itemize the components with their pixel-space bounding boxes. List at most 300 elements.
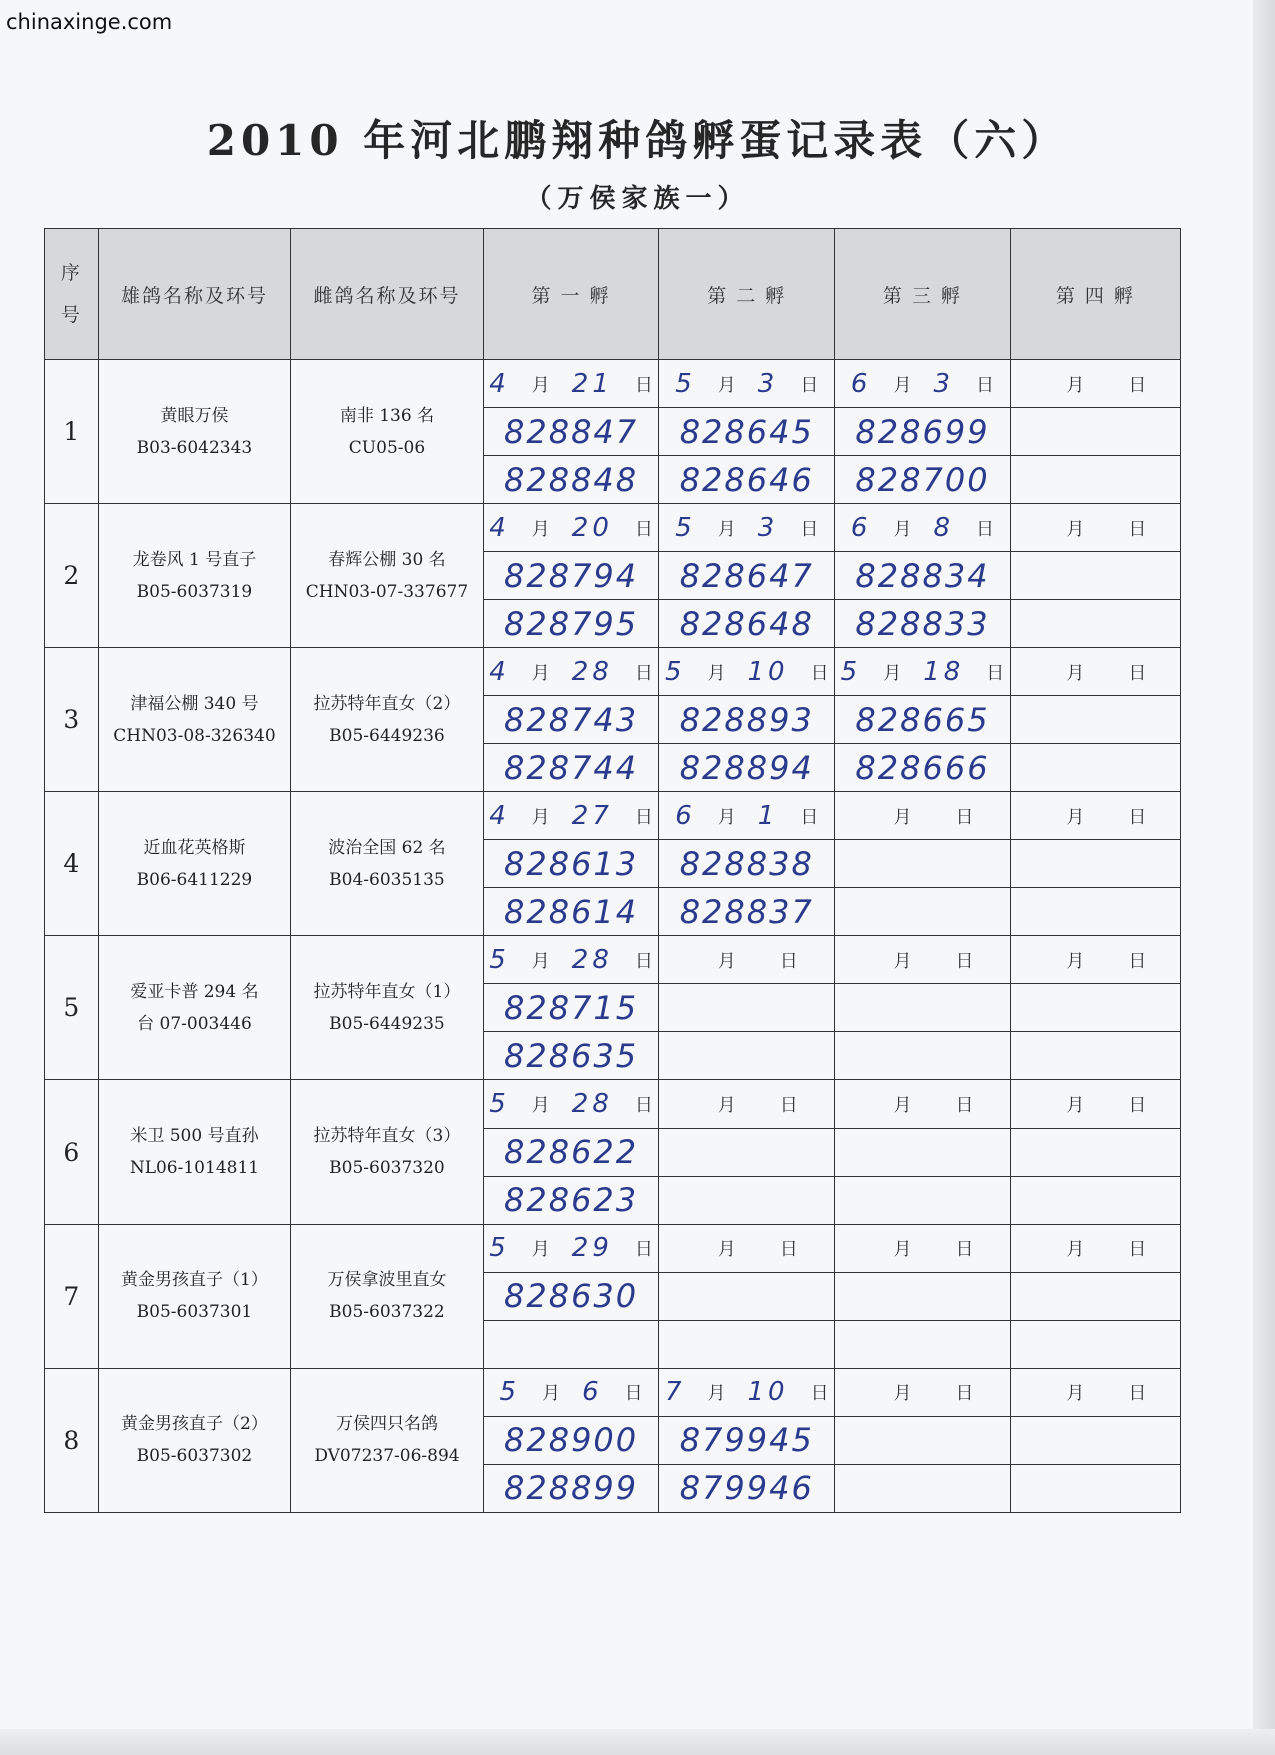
squab-ring-cell xyxy=(659,600,835,648)
female-pigeon-name: 南非 136 名 xyxy=(339,405,435,426)
day-label: 日 xyxy=(976,518,995,540)
female-pigeon-cell xyxy=(291,1080,484,1224)
male-pigeon-name: 津福公棚 340 号 xyxy=(130,693,259,714)
squab-ring-cell xyxy=(1010,456,1180,504)
hatch-date-cell xyxy=(659,1224,835,1272)
hatch-date xyxy=(484,657,659,687)
table-row xyxy=(45,936,1181,984)
day-label: 日 xyxy=(1128,518,1147,540)
squab-ring-cell xyxy=(659,408,835,456)
handwritten-day: 27 xyxy=(571,800,613,831)
squab-ring-cell xyxy=(659,888,835,936)
row-seq: 8 xyxy=(45,1368,99,1512)
month-label: 月 xyxy=(1066,1239,1085,1261)
hatch-date xyxy=(1011,803,1180,829)
row-seq: 2 xyxy=(45,504,99,648)
month-label: 月 xyxy=(717,1094,736,1116)
squab-ring-cell xyxy=(483,1176,659,1224)
squab-ring-cell xyxy=(483,1272,659,1320)
female-pigeon-name: 拉苏特年直女（2） xyxy=(313,693,461,714)
hatch-date xyxy=(659,1091,834,1117)
handwritten-month: 4 xyxy=(489,800,510,831)
day-label: 日 xyxy=(634,662,653,684)
scan-edge-bottom xyxy=(0,1729,1275,1755)
handwritten-ring-number: 828699 xyxy=(855,412,990,451)
handwritten-month: 4 xyxy=(489,656,510,687)
handwritten-ring-number: 828848 xyxy=(503,460,639,499)
hatch-date-cell xyxy=(659,792,835,840)
handwritten-day: 3 xyxy=(757,512,779,543)
male-pigeon-cell xyxy=(98,1368,291,1512)
female-pigeon-name: 拉苏特年直女（3） xyxy=(313,1126,461,1147)
hatch-date-cell xyxy=(1010,936,1180,984)
day-label: 日 xyxy=(634,950,653,972)
hatch-date xyxy=(659,801,834,831)
hatch-date xyxy=(659,1235,834,1261)
day-label: 日 xyxy=(955,1383,974,1405)
header-hatch-2: 第 二 孵 xyxy=(659,229,835,360)
month-label: 月 xyxy=(893,950,912,972)
day-label: 日 xyxy=(800,374,819,396)
handwritten-day: 28 xyxy=(571,1088,613,1119)
hatch-date-cell xyxy=(835,936,1011,984)
handwritten-month: 6 xyxy=(675,800,696,831)
hatch-date-cell xyxy=(1010,1080,1180,1128)
handwritten-ring-number: 828648 xyxy=(679,604,814,643)
header-hatch-1: 第 一 孵 xyxy=(483,229,659,360)
row-seq: 3 xyxy=(45,648,99,792)
handwritten-ring-number: 879945 xyxy=(679,1421,814,1460)
female-ring-number: B05-6449236 xyxy=(329,725,445,746)
squab-ring-cell xyxy=(659,1032,835,1080)
hatch-date-cell xyxy=(483,504,659,552)
squab-ring-cell xyxy=(483,1320,659,1368)
male-ring-number: B03-6042343 xyxy=(136,437,253,458)
month-label: 月 xyxy=(531,374,550,396)
hatch-date xyxy=(659,369,834,399)
handwritten-ring-number: 828613 xyxy=(503,844,639,883)
month-label: 月 xyxy=(893,1383,912,1405)
header-row xyxy=(45,229,1181,360)
handwritten-day: 28 xyxy=(571,656,613,687)
female-pigeon-cell xyxy=(291,648,484,792)
squab-ring-cell xyxy=(483,888,659,936)
day-label: 日 xyxy=(800,806,819,828)
month-label: 月 xyxy=(1066,518,1085,540)
handwritten-ring-number: 828847 xyxy=(503,412,639,451)
squab-ring-cell xyxy=(483,600,659,648)
day-label: 日 xyxy=(624,1383,643,1405)
month-label: 月 xyxy=(717,950,736,972)
day-label: 日 xyxy=(810,662,829,684)
squab-ring-cell xyxy=(483,984,659,1032)
month-label: 月 xyxy=(531,806,550,828)
day-label: 日 xyxy=(1128,662,1147,684)
header-seq: 序 号 xyxy=(45,229,99,360)
handwritten-ring-number: 828665 xyxy=(855,700,990,739)
female-ring-number: B04-6035135 xyxy=(329,869,445,890)
male-ring-number: B05-6037302 xyxy=(136,1446,253,1467)
hatch-date xyxy=(1011,1379,1180,1405)
handwritten-day: 1 xyxy=(757,800,779,831)
male-pigeon-cell xyxy=(98,648,291,792)
day-label: 日 xyxy=(955,806,974,828)
header-female: 雌鸽名称及环号 xyxy=(291,229,484,360)
male-pigeon-cell xyxy=(98,936,291,1080)
female-pigeon-name: 万侯四只名鸽 xyxy=(335,1414,438,1435)
day-label: 日 xyxy=(955,1094,974,1116)
table-body xyxy=(45,360,1181,1513)
hatch-date-cell xyxy=(659,504,835,552)
squab-ring-cell xyxy=(835,408,1011,456)
hatch-date xyxy=(484,513,659,543)
day-label: 日 xyxy=(955,950,974,972)
hatch-date xyxy=(484,1089,659,1119)
scan-edge-right xyxy=(1253,0,1275,1755)
handwritten-month: 6 xyxy=(850,512,872,543)
day-label: 日 xyxy=(986,662,1005,684)
table-row xyxy=(45,648,1181,696)
handwritten-month: 4 xyxy=(489,368,510,399)
squab-ring-cell xyxy=(659,456,835,504)
handwritten-month: 5 xyxy=(675,368,696,399)
hatch-date-cell xyxy=(659,648,835,696)
hatch-date xyxy=(659,947,834,973)
header-male: 雄鸽名称及环号 xyxy=(98,229,291,360)
day-label: 日 xyxy=(810,1383,829,1405)
female-ring-number: CHN03-07-337677 xyxy=(305,581,469,602)
squab-ring-cell xyxy=(1010,1320,1180,1368)
hatch-date xyxy=(659,657,834,687)
handwritten-day: 18 xyxy=(923,656,965,687)
female-ring-number: B05-6449235 xyxy=(329,1013,445,1034)
squab-ring-cell xyxy=(1010,744,1180,792)
row-seq: 5 xyxy=(45,936,99,1080)
squab-ring-cell xyxy=(835,744,1011,792)
squab-ring-cell xyxy=(1010,1272,1180,1320)
month-label: 月 xyxy=(707,1383,726,1405)
day-label: 日 xyxy=(1128,374,1147,396)
month-label: 月 xyxy=(1066,662,1085,684)
squab-ring-cell xyxy=(483,1032,659,1080)
male-pigeon-name: 黄金男孩直子（2） xyxy=(121,1414,268,1435)
squab-ring-cell xyxy=(1010,600,1180,648)
handwritten-ring-number: 828744 xyxy=(503,748,639,787)
handwritten-ring-number: 828893 xyxy=(679,700,814,739)
month-label: 月 xyxy=(1066,806,1085,828)
day-label: 日 xyxy=(634,374,653,396)
day-label: 日 xyxy=(634,518,653,540)
page-title: 2010 年河北鹏翔种鸽孵蛋记录表（六） xyxy=(206,116,1069,165)
day-label: 日 xyxy=(800,518,819,540)
handwritten-ring-number: 828614 xyxy=(503,892,639,931)
day-label: 日 xyxy=(1128,1383,1147,1405)
hatch-date xyxy=(835,369,1010,399)
hatch-date xyxy=(1011,371,1180,397)
hatch-date xyxy=(484,369,659,399)
female-pigeon-cell xyxy=(291,1368,484,1512)
handwritten-ring-number: 828838 xyxy=(679,844,814,883)
squab-ring-cell xyxy=(835,552,1011,600)
hatch-date-cell xyxy=(835,360,1011,408)
hatch-date xyxy=(659,1377,834,1407)
hatch-date xyxy=(484,1377,659,1407)
month-label: 月 xyxy=(531,950,550,972)
hatch-date xyxy=(835,803,1010,829)
table-row xyxy=(45,360,1181,408)
squab-ring-cell xyxy=(1010,984,1180,1032)
hatch-date-cell xyxy=(835,792,1011,840)
squab-ring-cell xyxy=(659,1128,835,1176)
squab-ring-cell xyxy=(1010,1032,1180,1080)
page-subtitle: （万侯家族一） xyxy=(525,184,750,214)
handwritten-ring-number: 828794 xyxy=(503,556,639,595)
day-label: 日 xyxy=(1128,806,1147,828)
hatch-date xyxy=(835,1091,1010,1117)
handwritten-ring-number: 828900 xyxy=(503,1421,639,1460)
hatch-date xyxy=(1011,947,1180,973)
male-ring-number: CHN03-08-326340 xyxy=(113,725,276,746)
squab-ring-cell xyxy=(659,552,835,600)
handwritten-ring-number: 828715 xyxy=(503,988,639,1027)
handwritten-day: 29 xyxy=(571,1233,613,1264)
male-pigeon-name: 米卫 500 号直孙 xyxy=(130,1126,259,1147)
row-seq: 6 xyxy=(45,1080,99,1224)
female-ring-number: DV07237-06-894 xyxy=(314,1446,460,1467)
month-label: 月 xyxy=(531,1239,550,1261)
hatch-date-cell xyxy=(1010,504,1180,552)
squab-ring-cell xyxy=(1010,696,1180,744)
handwritten-day: 3 xyxy=(933,368,955,399)
handwritten-ring-number: 828833 xyxy=(855,604,990,643)
handwritten-month: 5 xyxy=(664,656,686,687)
male-ring-number: B06-6411229 xyxy=(136,869,253,890)
squab-ring-cell xyxy=(835,888,1011,936)
female-pigeon-cell xyxy=(291,360,484,504)
handwritten-ring-number: 828635 xyxy=(503,1036,639,1075)
hatch-date-cell xyxy=(835,1224,1011,1272)
squab-ring-cell xyxy=(483,456,659,504)
male-pigeon-cell xyxy=(98,504,291,648)
month-label: 月 xyxy=(893,1239,912,1261)
handwritten-day: 3 xyxy=(757,368,779,399)
handwritten-month: 5 xyxy=(840,656,862,687)
hatch-date-cell xyxy=(659,936,835,984)
row-seq: 4 xyxy=(45,792,99,936)
handwritten-month: 6 xyxy=(850,368,872,399)
hatch-date xyxy=(835,1379,1010,1405)
hatch-date-cell xyxy=(835,1080,1011,1128)
day-label: 日 xyxy=(634,1094,653,1116)
squab-ring-cell xyxy=(835,696,1011,744)
squab-ring-cell xyxy=(659,1416,835,1464)
handwritten-day: 10 xyxy=(747,656,789,687)
hatch-date-cell xyxy=(1010,360,1180,408)
table-row xyxy=(45,504,1181,552)
hatch-date-cell xyxy=(483,936,659,984)
male-pigeon-cell xyxy=(98,1224,291,1368)
squab-ring-cell xyxy=(835,1272,1011,1320)
male-pigeon-cell xyxy=(98,360,291,504)
table-row xyxy=(45,1224,1181,1272)
handwritten-ring-number: 828646 xyxy=(679,460,814,499)
squab-ring-cell xyxy=(659,1464,835,1512)
squab-ring-cell xyxy=(483,1464,659,1512)
header-hatch-4: 第 四 孵 xyxy=(1010,229,1180,360)
squab-ring-cell xyxy=(835,984,1011,1032)
male-ring-number: B05-6037301 xyxy=(136,1302,253,1323)
handwritten-ring-number: 828666 xyxy=(855,748,990,787)
month-label: 月 xyxy=(542,1383,561,1405)
month-label: 月 xyxy=(717,806,736,828)
hatch-date-cell xyxy=(1010,1368,1180,1416)
male-pigeon-name: 黄眼万侯 xyxy=(160,405,229,426)
handwritten-ring-number: 828700 xyxy=(855,460,990,499)
month-label: 月 xyxy=(717,1239,736,1261)
month-label: 月 xyxy=(1066,1383,1085,1405)
handwritten-ring-number: 828795 xyxy=(503,604,639,643)
squab-ring-cell xyxy=(835,1032,1011,1080)
squab-ring-cell xyxy=(483,696,659,744)
female-pigeon-cell xyxy=(291,504,484,648)
handwritten-month: 5 xyxy=(489,1088,510,1119)
handwritten-month: 5 xyxy=(489,1233,510,1264)
handwritten-day: 28 xyxy=(571,944,613,975)
female-pigeon-name: 波治全国 62 名 xyxy=(328,837,446,858)
male-ring-number: B05-6037319 xyxy=(136,581,253,602)
day-label: 日 xyxy=(634,806,653,828)
hatch-date-cell xyxy=(835,648,1011,696)
handwritten-month: 4 xyxy=(489,512,510,543)
month-label: 月 xyxy=(531,518,550,540)
month-label: 月 xyxy=(1066,374,1085,396)
squab-ring-cell xyxy=(659,696,835,744)
handwritten-ring-number: 828894 xyxy=(679,748,814,787)
squab-ring-cell xyxy=(1010,1464,1180,1512)
female-pigeon-cell xyxy=(291,936,484,1080)
month-label: 月 xyxy=(893,806,912,828)
squab-ring-cell xyxy=(483,840,659,888)
hatch-date-cell xyxy=(1010,648,1180,696)
handwritten-month: 5 xyxy=(499,1377,521,1408)
female-ring-number: B05-6037320 xyxy=(329,1158,445,1179)
female-pigeon-cell xyxy=(291,792,484,936)
row-seq: 7 xyxy=(45,1224,99,1368)
hatch-date xyxy=(1011,515,1180,541)
squab-ring-cell xyxy=(1010,408,1180,456)
month-label: 月 xyxy=(893,1094,912,1116)
table-row xyxy=(45,792,1181,840)
hatching-record-table xyxy=(44,228,1181,1513)
female-pigeon-name: 拉苏特年直女（1） xyxy=(313,981,461,1002)
handwritten-ring-number: 828622 xyxy=(503,1133,639,1172)
squab-ring-cell xyxy=(835,600,1011,648)
handwritten-day: 21 xyxy=(571,368,613,399)
squab-ring-cell xyxy=(483,744,659,792)
squab-ring-cell xyxy=(1010,888,1180,936)
watermark: chinaxinge.com xyxy=(6,10,173,34)
hatch-date-cell xyxy=(659,360,835,408)
handwritten-month: 5 xyxy=(675,512,696,543)
day-label: 日 xyxy=(779,1239,798,1261)
squab-ring-cell xyxy=(659,1320,835,1368)
male-pigeon-name: 爱亚卡普 294 名 xyxy=(130,981,259,1002)
month-label: 月 xyxy=(1066,950,1085,972)
hatch-date xyxy=(835,1235,1010,1261)
squab-ring-cell xyxy=(483,408,659,456)
month-label: 月 xyxy=(883,662,902,684)
hatch-date xyxy=(835,513,1010,543)
handwritten-day: 8 xyxy=(933,512,955,543)
male-pigeon-cell xyxy=(98,1080,291,1224)
male-pigeon-name: 黄金男孩直子（1） xyxy=(121,1270,268,1291)
male-pigeon-cell xyxy=(98,792,291,936)
squab-ring-cell xyxy=(835,1416,1011,1464)
hatch-date-cell xyxy=(483,1224,659,1272)
handwritten-ring-number: 828623 xyxy=(503,1181,639,1220)
squab-ring-cell xyxy=(483,1416,659,1464)
squab-ring-cell xyxy=(659,840,835,888)
hatch-date xyxy=(1011,659,1180,685)
hatch-date xyxy=(484,945,659,975)
handwritten-ring-number: 828743 xyxy=(503,700,639,739)
male-ring-number: 台 07-003446 xyxy=(137,1013,252,1034)
male-pigeon-name: 龙卷风 1 号直子 xyxy=(132,549,257,570)
table-row xyxy=(45,1368,1181,1416)
female-pigeon-name: 万侯拿波里直女 xyxy=(327,1270,447,1291)
handwritten-ring-number: 828899 xyxy=(503,1469,639,1508)
hatch-date xyxy=(835,947,1010,973)
hatch-date-cell xyxy=(483,360,659,408)
squab-ring-cell xyxy=(659,984,835,1032)
male-pigeon-name: 近血花英格斯 xyxy=(143,837,246,858)
handwritten-month: 7 xyxy=(664,1377,686,1408)
squab-ring-cell xyxy=(1010,840,1180,888)
hatch-date xyxy=(835,657,1010,687)
month-label: 月 xyxy=(717,374,736,396)
handwritten-day: 10 xyxy=(747,1377,789,1408)
month-label: 月 xyxy=(707,662,726,684)
hatch-date xyxy=(484,1233,659,1263)
hatch-date xyxy=(659,513,834,543)
day-label: 日 xyxy=(779,1094,798,1116)
squab-ring-cell xyxy=(659,744,835,792)
handwritten-ring-number: 828834 xyxy=(855,556,990,595)
squab-ring-cell xyxy=(483,552,659,600)
hatch-date xyxy=(484,801,659,831)
day-label: 日 xyxy=(976,374,995,396)
male-ring-number: NL06-1014811 xyxy=(129,1158,260,1179)
table-row xyxy=(45,1080,1181,1128)
day-label: 日 xyxy=(955,1239,974,1261)
squab-ring-cell xyxy=(1010,1128,1180,1176)
day-label: 日 xyxy=(1128,1094,1147,1116)
hatch-date-cell xyxy=(659,1080,835,1128)
hatch-date-cell xyxy=(835,504,1011,552)
squab-ring-cell xyxy=(835,1320,1011,1368)
handwritten-ring-number: 828647 xyxy=(679,556,814,595)
handwritten-day: 6 xyxy=(582,1377,603,1408)
day-label: 日 xyxy=(1128,1239,1147,1261)
female-pigeon-name: 春辉公棚 30 名 xyxy=(328,549,446,570)
squab-ring-cell xyxy=(1010,552,1180,600)
month-label: 月 xyxy=(717,518,736,540)
month-label: 月 xyxy=(893,374,912,396)
month-label: 月 xyxy=(1066,1094,1085,1116)
handwritten-month: 5 xyxy=(489,944,510,975)
squab-ring-cell xyxy=(659,1272,835,1320)
female-ring-number: CU05-06 xyxy=(348,437,426,458)
